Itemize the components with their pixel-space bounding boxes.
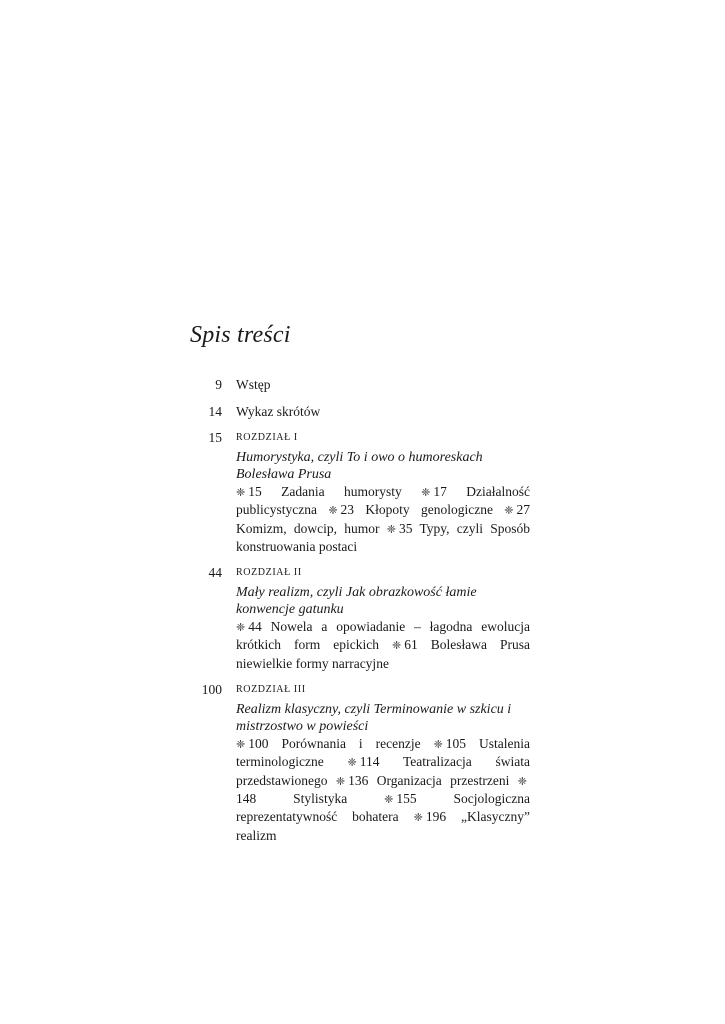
ornament-icon: ❈ [433, 738, 443, 752]
chapter-label: ROZDZIAŁ I [236, 432, 298, 443]
entry-label: Wstęp [236, 377, 271, 392]
section-item: 17 Działalność publicystyczna [236, 484, 530, 518]
page-number: 9 [215, 377, 222, 392]
toc-entry-wykaz-skrotow[interactable] [190, 403, 530, 421]
section-item: 105 Ustalenia terminologiczne [236, 736, 531, 770]
ornament-icon: ❈ [328, 504, 338, 518]
section-item: 148 Stylistyka [236, 790, 348, 806]
ornament-icon: ❈ [236, 621, 246, 635]
section-item: 196 „Klasyczny” realizm [236, 809, 531, 843]
chapter-title: Humorystyka, czyli To i owo o humoreskach Bolesława Prusa [236, 450, 483, 482]
page-title: Spis treści [190, 322, 291, 348]
page-number: 15 [208, 430, 222, 445]
ornament-icon: ❈ [413, 811, 423, 825]
page-number: 100 [201, 682, 222, 698]
ornament-icon: ❈ [236, 738, 246, 752]
ornament-icon: ❈ [517, 774, 528, 788]
chapter-sections [236, 735, 530, 844]
ornament-icon: ❈ [392, 639, 402, 653]
page-number: 14 [208, 403, 222, 419]
chapter-label: ROZDZIAŁ III [236, 684, 306, 696]
chapter-sections [236, 483, 530, 555]
section-item: 35 Typy, czyli Sposób konstruowania postaci [236, 520, 531, 554]
chapter-sections [236, 618, 530, 672]
section-item: 44 Nowela a opowiadanie – łagodna ewolucja krótkich form epickich [236, 619, 530, 653]
section-item: 100 Porównania i recenzje [248, 736, 421, 752]
ornament-icon: ❈ [386, 522, 396, 536]
ornament-icon: ❈ [384, 792, 394, 806]
toc-chapter-2[interactable] [190, 564, 530, 672]
section-item: 23 Kłopoty genologiczne [340, 502, 493, 518]
entry-label: Wykaz skrótów [236, 403, 321, 419]
ornament-icon: ❈ [504, 504, 514, 518]
chapter-label: ROZDZIAŁ II [236, 567, 302, 579]
toc-chapter-3[interactable] [190, 681, 530, 844]
section-item: 136 Organizacja przestrzeni [348, 772, 510, 788]
chapter-title: Realizm klasyczny, czyli Terminowanie w szkicu i mistrzostwo w powieści [236, 702, 512, 735]
toc-entry-wstep[interactable] [190, 376, 530, 394]
table-of-contents [190, 376, 530, 853]
chapter-title: Mały realizm, czyli Jak obrazkowość łamie konwencje gatunku [236, 585, 477, 618]
section-item: 15 Zadania humorysty [248, 484, 402, 499]
section-item: 27 Komizm, dowcip, humor [236, 502, 531, 536]
ornament-icon: ❈ [347, 756, 357, 770]
section-item: 114 Teatralizacja świata przedstawionego [236, 754, 530, 788]
page-number: 44 [208, 565, 222, 581]
ornament-icon: ❈ [236, 486, 246, 499]
ornament-icon: ❈ [335, 774, 346, 788]
section-item: 61 Bolesława Prusa niewielkie formy narracyjne [236, 637, 530, 671]
ornament-icon: ❈ [421, 486, 431, 499]
section-item: 155 Socjologiczna reprezentatywność bohatera [236, 790, 530, 825]
toc-chapter-1[interactable] [190, 429, 530, 555]
